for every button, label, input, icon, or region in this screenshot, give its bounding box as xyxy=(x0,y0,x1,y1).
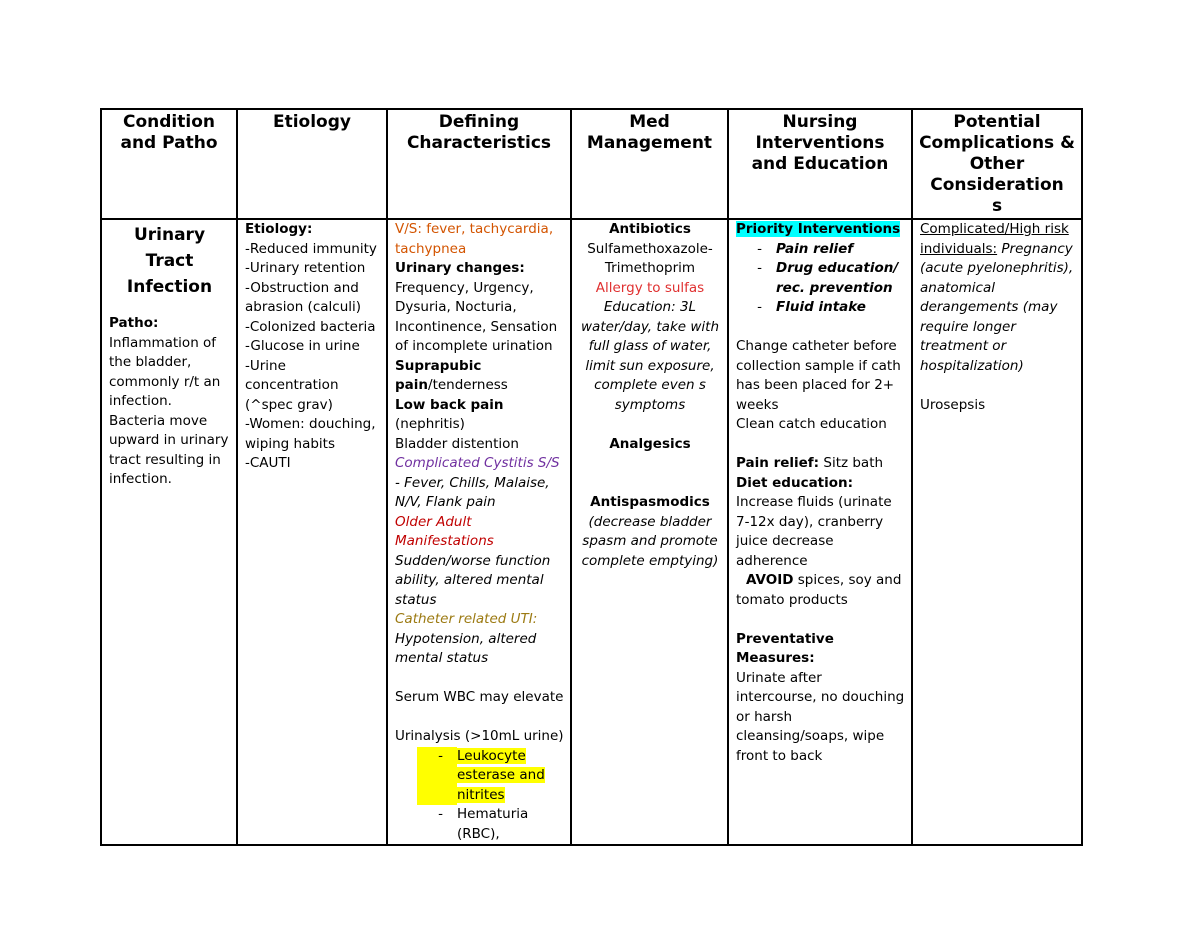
etiology-item: -Urinary retention xyxy=(245,260,366,276)
antibiotic-education: Education: 3L water/day, take with full glass of water, limit sun exposure, complete even s symptoms xyxy=(581,299,719,413)
catheter-uti-label: Catheter related UTI: xyxy=(395,611,538,627)
high-risk-text: Complicated/High risk individuals: Pregnancy (acute pyelonephritis), anatomical derangements (may require longer treatment or hospitalization) xyxy=(920,221,1074,374)
condition-title: Urinary Tract xyxy=(133,225,206,271)
catheter-uti-text: Hypotension, altered mental status xyxy=(395,630,537,666)
older-adult-label: Older Adult Manifestations xyxy=(395,513,494,549)
pain-relief-line: Pain relief: Sitz bath xyxy=(736,455,884,471)
etiology-item: -Reduced immunity xyxy=(245,240,377,257)
etiology-item: -Women: douching, wiping habits xyxy=(245,416,376,452)
etiology-item: -Glucose in urine xyxy=(245,338,360,354)
etiology-item: -Obstruction and abrasion (calculi) xyxy=(245,279,362,315)
bladder-distention-text: Bladder distention xyxy=(395,435,519,452)
defining-characteristics-cell xyxy=(387,219,571,845)
header-condition: Condition and Patho xyxy=(101,109,237,219)
priority-item: - Drug education/ rec. prevention xyxy=(757,260,899,296)
antibiotic-drug: Sulfamethoxazole-Trimethoprim xyxy=(587,240,713,276)
potential-complications-cell xyxy=(912,219,1082,845)
antispasmodics-text: (decrease bladder spasm and promote complete emptying) xyxy=(581,513,719,569)
patho-label: Patho: xyxy=(109,315,159,331)
etiology-item: -CAUTI xyxy=(245,455,291,471)
care-plan-table xyxy=(100,108,1083,846)
patho-text: Inflammation of the bladder, commonly r/t an infection. Bacteria move upward in urinary tract resulting in infection. xyxy=(109,334,229,487)
complicated-cystitis-label: Complicated Cystitis S/S xyxy=(395,455,560,471)
urosepsis-text: Urosepsis xyxy=(920,396,986,413)
med-management-cell xyxy=(571,219,728,845)
clean-catch-text: Clean catch education xyxy=(736,416,887,432)
condition-cell xyxy=(101,219,237,845)
header-etiology: Etiology xyxy=(237,109,387,219)
urinary-changes-text: Frequency, Urgency, Dysuria, Nocturia, Incontinence, Sensation of incomplete urination xyxy=(395,279,558,354)
etiology-item: -Urine concentration (^spec grav) xyxy=(245,357,339,413)
priority-item: - Fluid intake xyxy=(757,299,866,315)
header-defining-characteristics: Defining Characteristics xyxy=(387,109,571,219)
catheter-change-text: Change catheter before collection sample if cath has been placed for 2+ weeks xyxy=(736,338,901,413)
urinalysis-item: - Hematuria (RBC), xyxy=(438,806,529,842)
complicated-cystitis-text: - Fever, Chills, Malaise, N/V, Flank pain xyxy=(395,474,550,510)
priority-item: - Pain relief xyxy=(757,240,854,257)
preventative-measures-text: Urinate after intercourse, no douching or harsh cleansing/soaps, wipe front to back xyxy=(736,669,905,764)
vital-signs-text: V/S: fever, tachycardia, tachypnea xyxy=(395,221,554,257)
uti-row xyxy=(101,219,1082,845)
low-back-pain-line: Low back pain (nephritis) xyxy=(395,396,504,432)
priority-interventions-label: Priority Interventions xyxy=(736,221,901,237)
header-potential-complications: Potential Complications & Other Consideration s xyxy=(912,109,1082,219)
avoid-line: AVOID spices, soy and tomato products xyxy=(736,572,902,608)
serum-wbc-text: Serum WBC may elevate xyxy=(395,689,564,705)
condition-title-line2: Infection xyxy=(126,277,213,297)
urinalysis-text: Urinalysis (>10mL urine) xyxy=(395,728,564,744)
header-row xyxy=(101,109,1082,219)
older-adult-text: Sudden/worse function ability, altered mental status xyxy=(395,552,551,608)
header-med-management: Med Management xyxy=(571,109,728,219)
etiology-item: -Colonized bacteria xyxy=(245,318,376,335)
etiology-cell xyxy=(237,219,387,845)
header-nursing-interventions: Nursing Interventions and Education xyxy=(728,109,912,219)
suprapubic-line: Suprapubic pain/tenderness xyxy=(395,357,508,393)
preventative-measures-label: Preventative Measures: xyxy=(736,630,834,666)
urinalysis-item: - Leukocyte esterase and nitrites xyxy=(395,747,564,806)
antispasmodics-label: Antispasmodics xyxy=(590,494,710,510)
analgesics-label: Analgesics xyxy=(609,435,691,452)
urinary-changes-label: Urinary changes: xyxy=(395,260,525,276)
allergy-warning: Allergy to sulfas xyxy=(595,279,705,296)
nursing-interventions-cell xyxy=(728,219,912,845)
diet-education-line: Diet education: Increase fluids (urinate 7-12x day), cranberry juice decrease adherence xyxy=(736,474,892,569)
etiology-label: Etiology: xyxy=(245,221,313,237)
antibiotics-label: Antibiotics xyxy=(609,221,691,237)
